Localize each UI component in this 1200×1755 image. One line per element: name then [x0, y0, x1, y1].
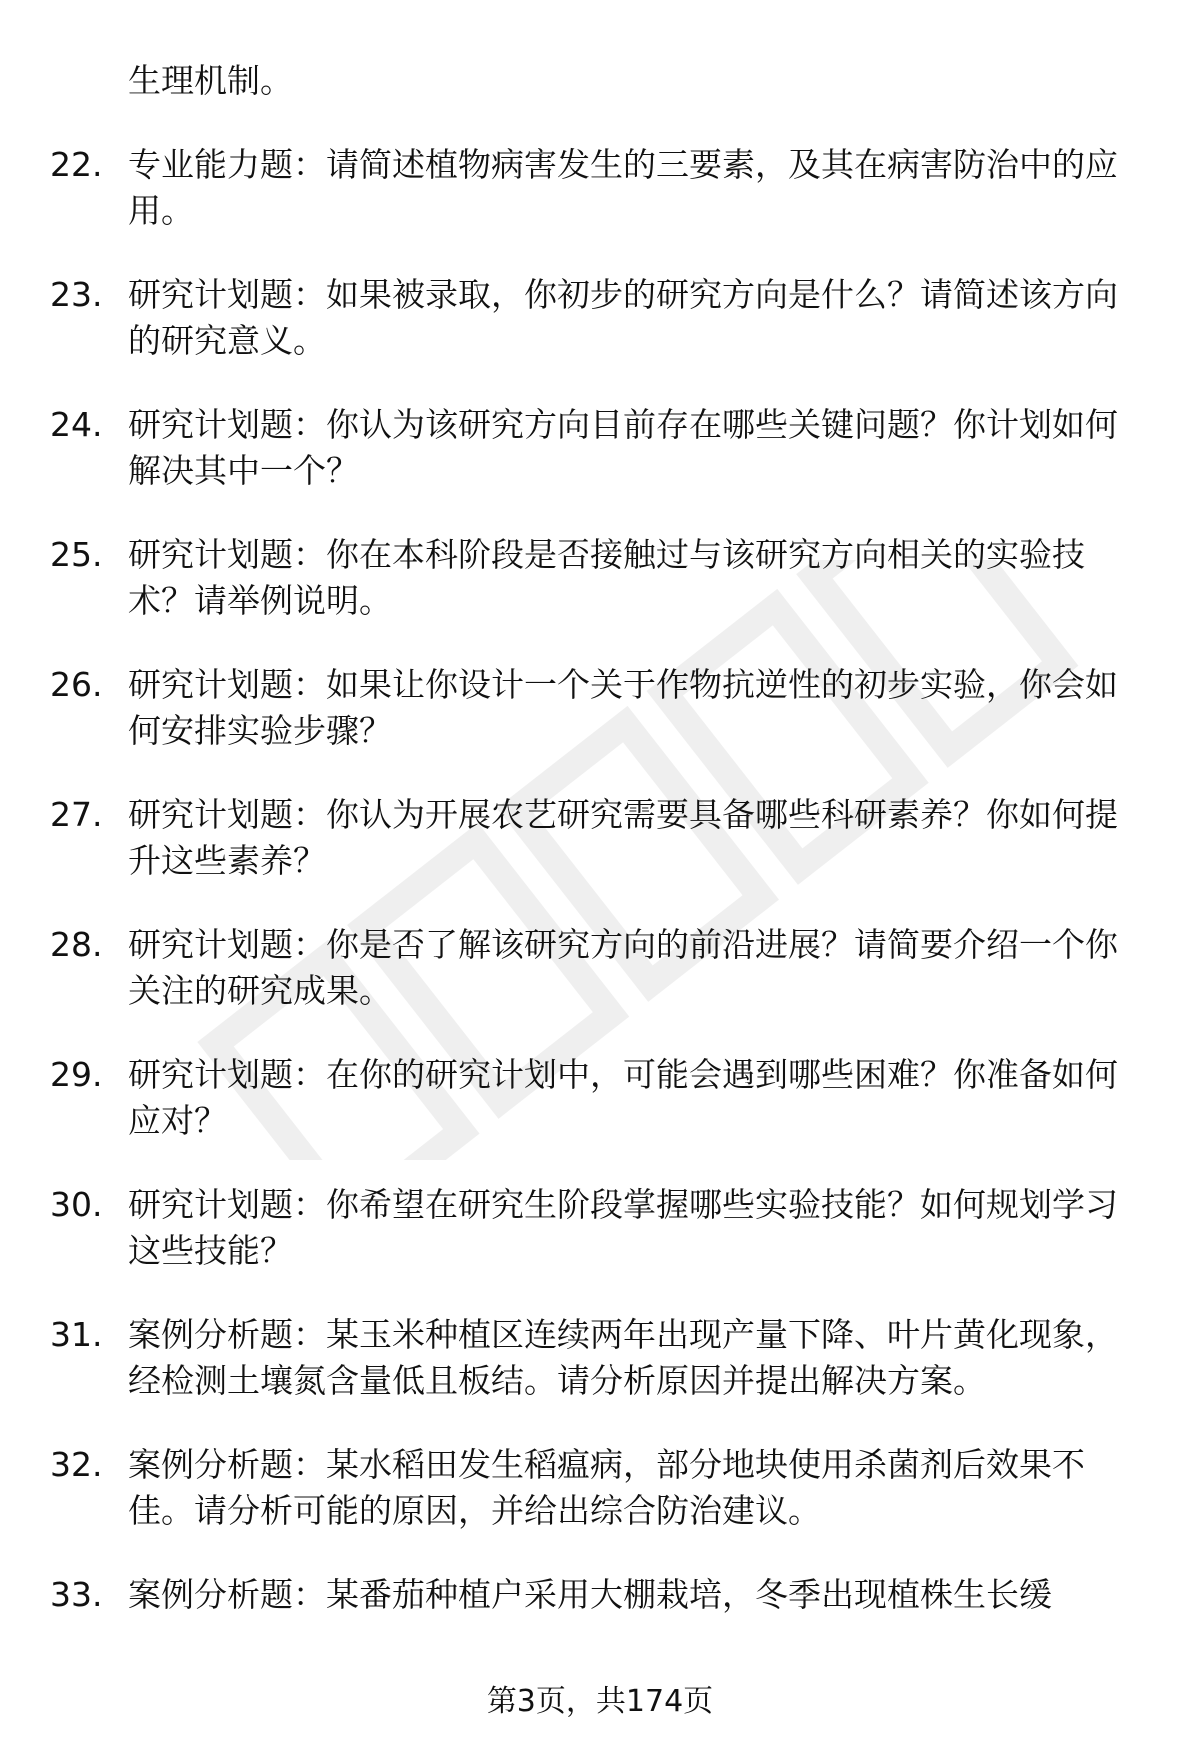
- question-text: 案例分析题：某玉米种植区连续两年出现产量下降、叶片黄化现象，经检测土壤氮含量低且板结。请分析原因并提出解决方案。: [128, 1315, 1118, 1400]
- question-item: [50, 792, 1140, 922]
- question-number: 31.: [50, 1315, 103, 1354]
- question-item: [50, 1052, 1140, 1182]
- question-text: 研究计划题：你在本科阶段是否接触过与该研究方向相关的实验技术？请举例说明。: [128, 535, 1085, 620]
- question-number: 30.: [50, 1185, 103, 1224]
- question-item: [50, 142, 1140, 272]
- lead-continuation-text: 生理机制。: [128, 61, 293, 100]
- question-text: 研究计划题：你是否了解该研究方向的前沿进展？请简要介绍一个你关注的研究成果。: [128, 925, 1118, 1010]
- question-item: [50, 532, 1140, 662]
- question-text: 案例分析题：某番茄种植户采用大棚栽培，冬季出现植株生长缓: [128, 1575, 1052, 1614]
- question-list: [50, 142, 1140, 1702]
- question-item: [50, 402, 1140, 532]
- question-number: 26.: [50, 665, 103, 704]
- question-number: 28.: [50, 925, 103, 964]
- question-item: [50, 272, 1140, 402]
- page-footer: 第3页，共174页: [486, 1684, 714, 1719]
- question-number: 24.: [50, 405, 103, 444]
- question-text: 研究计划题：在你的研究计划中，可能会遇到哪些困难？你准备如何应对？: [128, 1055, 1118, 1140]
- question-text: 研究计划题：如果让你设计一个关于作物抗逆性的初步实验，你会如何安排实验步骤？: [128, 665, 1118, 750]
- question-text: 专业能力题：请简述植物病害发生的三要素，及其在病害防治中的应用。: [128, 145, 1118, 230]
- question-item: [50, 1442, 1140, 1572]
- question-text: 案例分析题：某水稻田发生稻瘟病，部分地块使用杀菌剂后效果不佳。请分析可能的原因，并给出综合防治建议。: [128, 1445, 1085, 1530]
- question-number: 27.: [50, 795, 103, 834]
- question-item: [50, 662, 1140, 792]
- question-number: 33.: [50, 1575, 103, 1614]
- question-item: [50, 922, 1140, 1052]
- question-number: 25.: [50, 535, 103, 574]
- question-number: 29.: [50, 1055, 103, 1094]
- question-item: [50, 1312, 1140, 1442]
- question-text: 研究计划题：你认为该研究方向目前存在哪些关键问题？你计划如何解决其中一个？: [128, 405, 1118, 490]
- question-text: 研究计划题：你希望在研究生阶段掌握哪些实验技能？如何规划学习这些技能？: [128, 1185, 1118, 1270]
- question-text: 研究计划题：如果被录取，你初步的研究方向是什么？请简述该方向的研究意义。: [128, 275, 1118, 360]
- question-number: 22.: [50, 145, 103, 184]
- question-text: 研究计划题：你认为开展农艺研究需要具备哪些科研素养？你如何提升这些素养？: [128, 795, 1118, 880]
- question-number: 23.: [50, 275, 103, 314]
- question-item: [50, 1182, 1140, 1312]
- question-number: 32.: [50, 1445, 103, 1484]
